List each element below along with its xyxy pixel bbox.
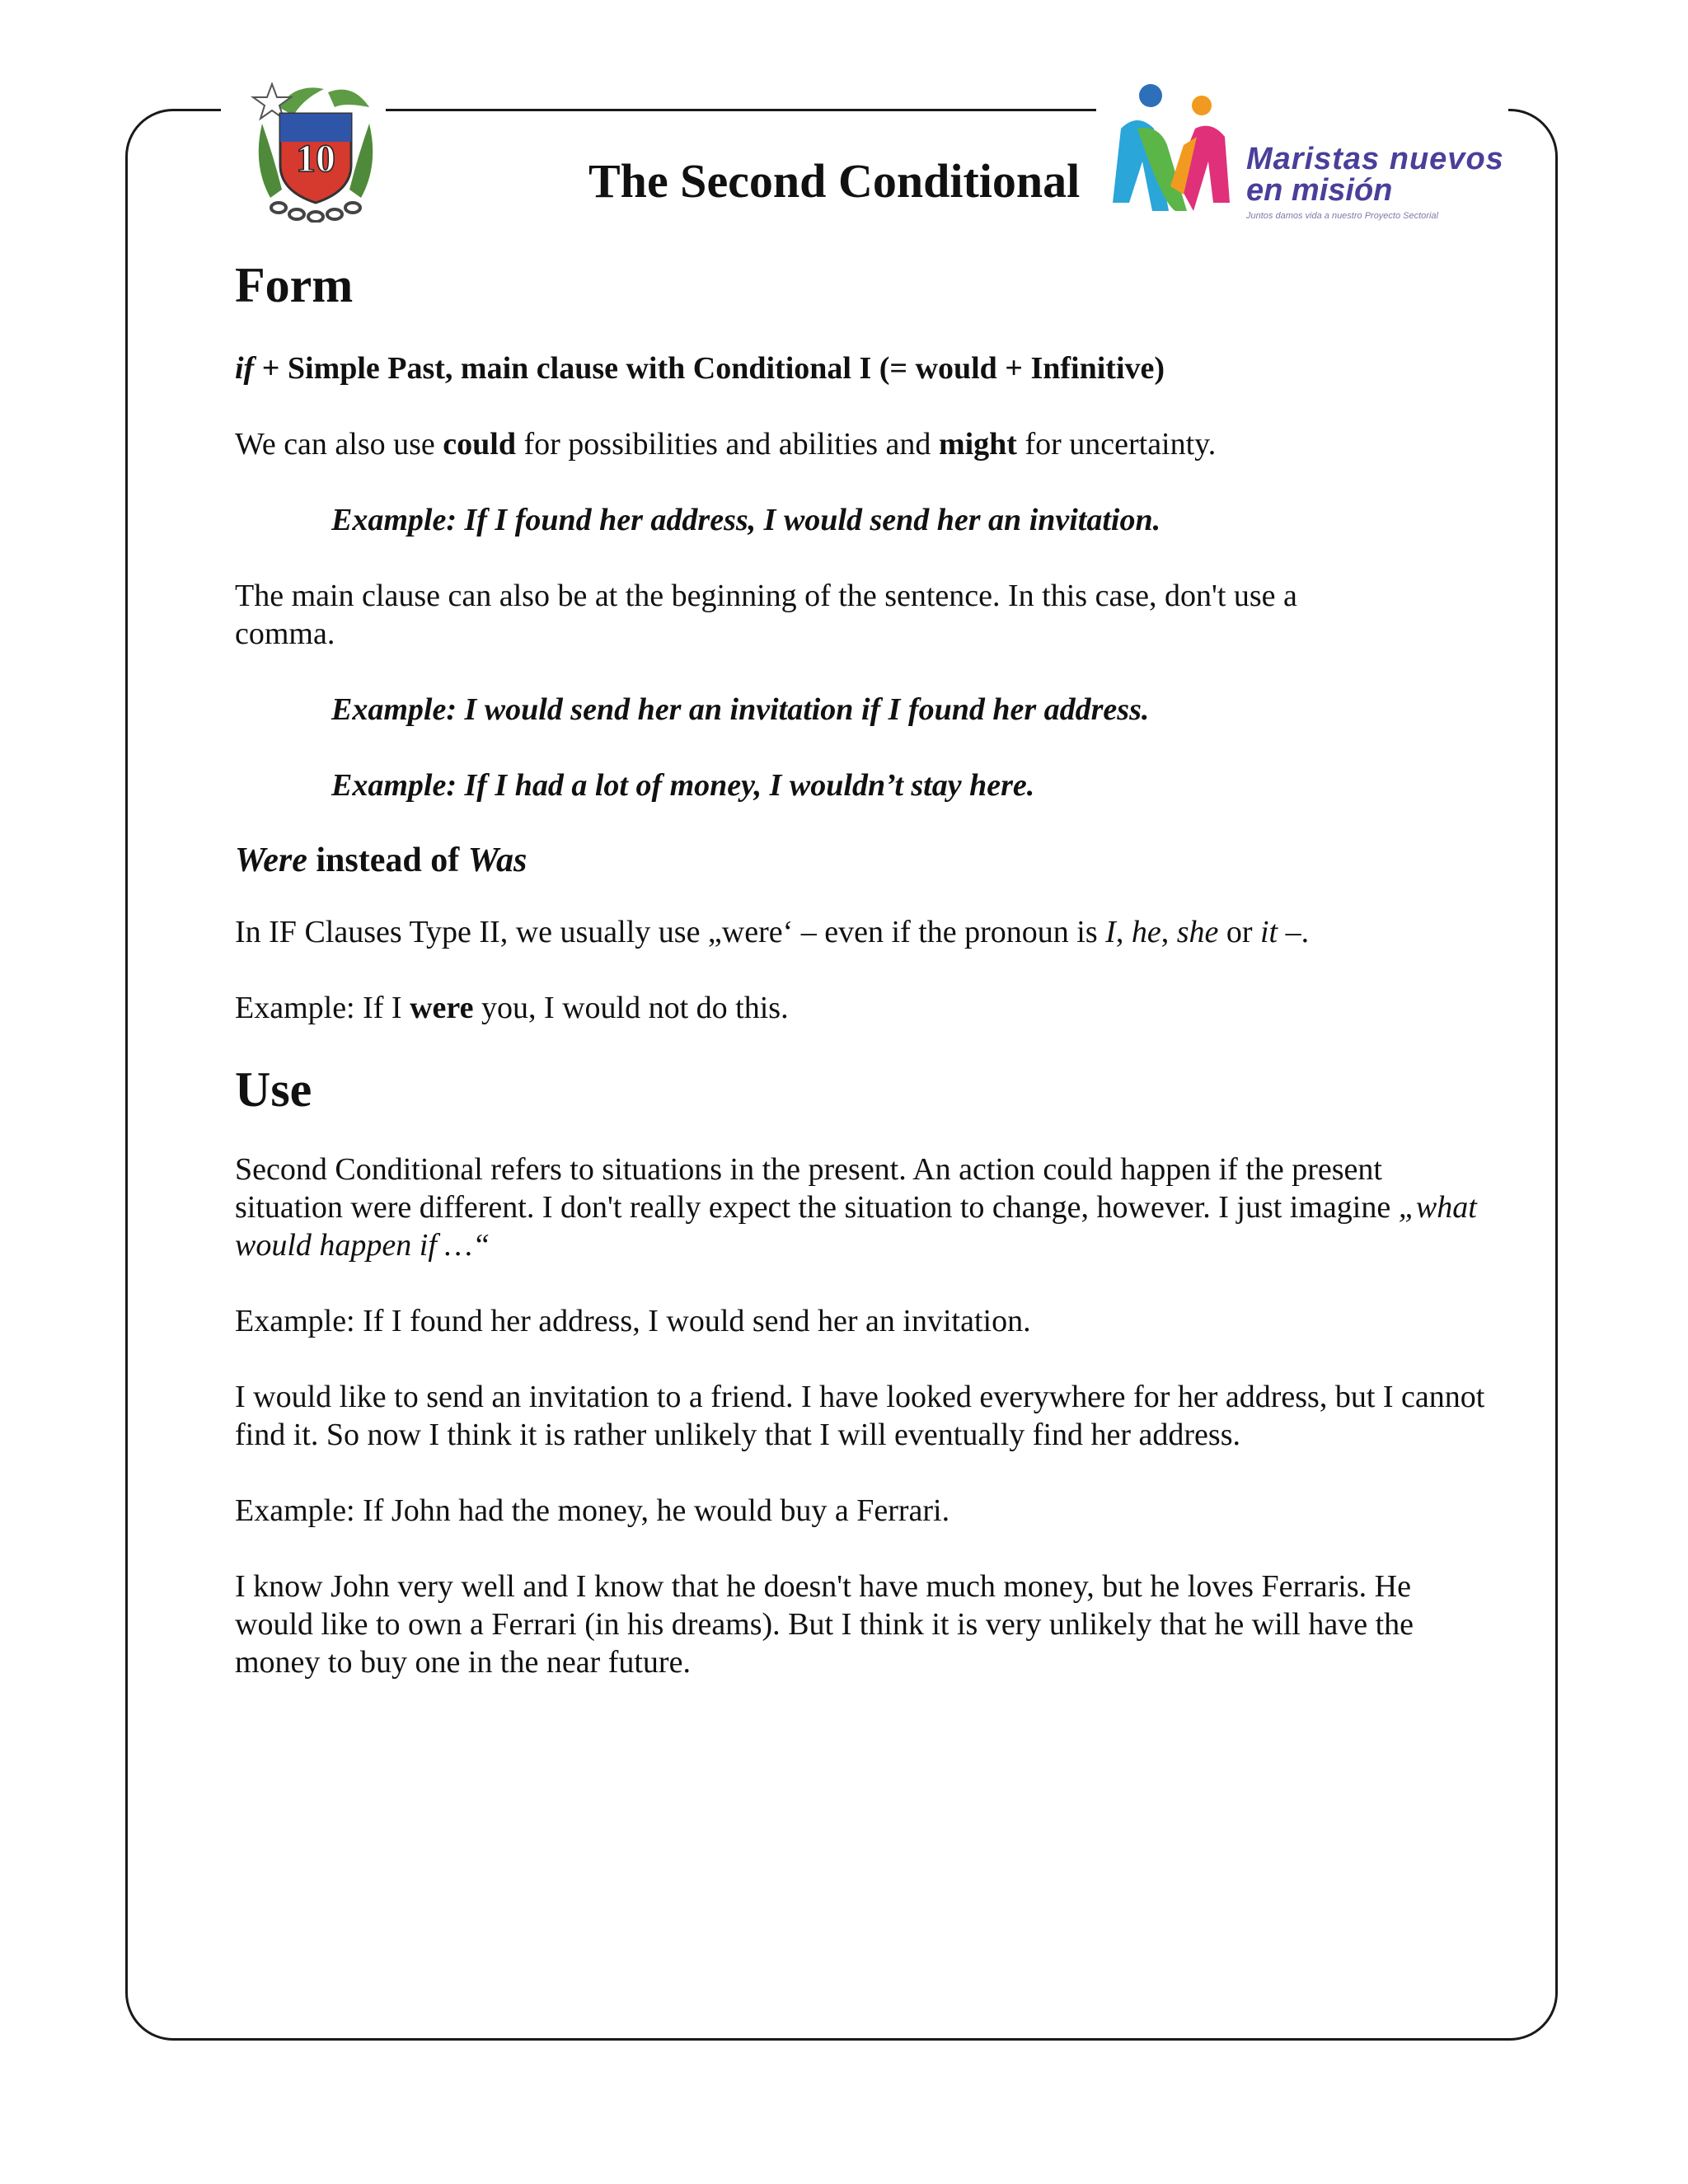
form-example-1: Example: If I found her address, I would send her an invitation. (331, 503, 1161, 537)
use-example-2: Example: If John had the money, he would buy a Ferrari. (235, 1493, 950, 1528)
modal-could: could (443, 427, 516, 462)
document-body (235, 247, 1488, 1681)
modal-pre: We can also use (235, 427, 443, 462)
people-figures-icon (1104, 79, 1245, 227)
modal-verbs-note (235, 425, 1488, 463)
were-ex-post: you, I would not do this. (473, 991, 789, 1025)
school-crest-icon (246, 74, 386, 223)
pronoun-it: it (1260, 915, 1278, 949)
use-example-1: Example: If I found her address, I would send her an invitation. (235, 1304, 1031, 1338)
svg-text:10: 10 (296, 137, 335, 180)
form-heading: Form (235, 258, 354, 312)
were-heading-were: Were (235, 841, 307, 879)
modal-might: might (938, 427, 1017, 462)
brand-name-line2: en misión (1246, 173, 1393, 208)
were-note (235, 913, 1488, 951)
form-example-3: Example: If I had a lot of money, I wouldn’t stay here. (331, 768, 1035, 803)
were-heading-mid: instead of (307, 841, 468, 879)
use-paragraph-3: I know John very well and I know that he doesn't have much money, but he loves Ferraris. He would like to own a Ferrari (in his dreams). But I think it is very unlikely that he will have the money to buy one in the near future. (235, 1569, 1414, 1680)
pronoun-sep-2: , (1160, 915, 1177, 949)
maristas-logo (1104, 79, 1504, 227)
pronoun-he: he (1131, 915, 1161, 949)
pronoun-sep-1: , (1115, 915, 1132, 949)
page-title: The Second Conditional (588, 154, 1081, 208)
pronoun-i: I (1105, 915, 1116, 949)
use-paragraph-2: I would like to send an invitation to a friend. I have looked everywhere for her address, but I cannot find it. So now I think it is rather unlikely that I will eventually find her address. (235, 1380, 1485, 1452)
modal-mid: for possibilities and abilities and (516, 427, 939, 462)
brand-name-line1: Maristas nuevos (1246, 142, 1504, 176)
brand-tagline: Juntos damos vida a nuestro Proyecto Sectorial (1246, 211, 1438, 221)
modal-post: for uncertainty. (1016, 427, 1217, 462)
were-heading-was: Was (467, 841, 528, 879)
were-note-end: –. (1278, 915, 1310, 949)
were-ex-bold: were (410, 991, 474, 1025)
position-note: The main clause can also be at the beginning of the sentence. In this case, don't use a comma. (235, 579, 1297, 651)
use-para1-text: Second Conditional refers to situations in the present. An action could happen if the present situation were different. I don't really expect the situation to change, however. I just imagine (235, 1152, 1399, 1225)
pronoun-she: she (1176, 915, 1219, 949)
form-rule-rest: + Simple Past, main clause with Conditional I (= would + Infinitive) (254, 351, 1165, 386)
use-para1-italic: „what would happen if …“ (235, 1190, 1477, 1263)
form-rule (235, 349, 1488, 387)
form-rule-if: if (235, 351, 255, 386)
form-example-2: Example: I would send her an invitation if I found her address. (331, 692, 1150, 727)
were-ex-pre: Example: If I (235, 991, 410, 1025)
were-heading (235, 837, 1488, 883)
pronoun-sep-3: or (1218, 915, 1260, 949)
were-example (235, 989, 1488, 1027)
use-paragraph-1 (235, 1151, 1488, 1264)
were-note-pre: In IF Clauses Type II, we usually use „were‘ – even if the pronoun is (235, 915, 1106, 949)
use-heading: Use (235, 1062, 312, 1117)
